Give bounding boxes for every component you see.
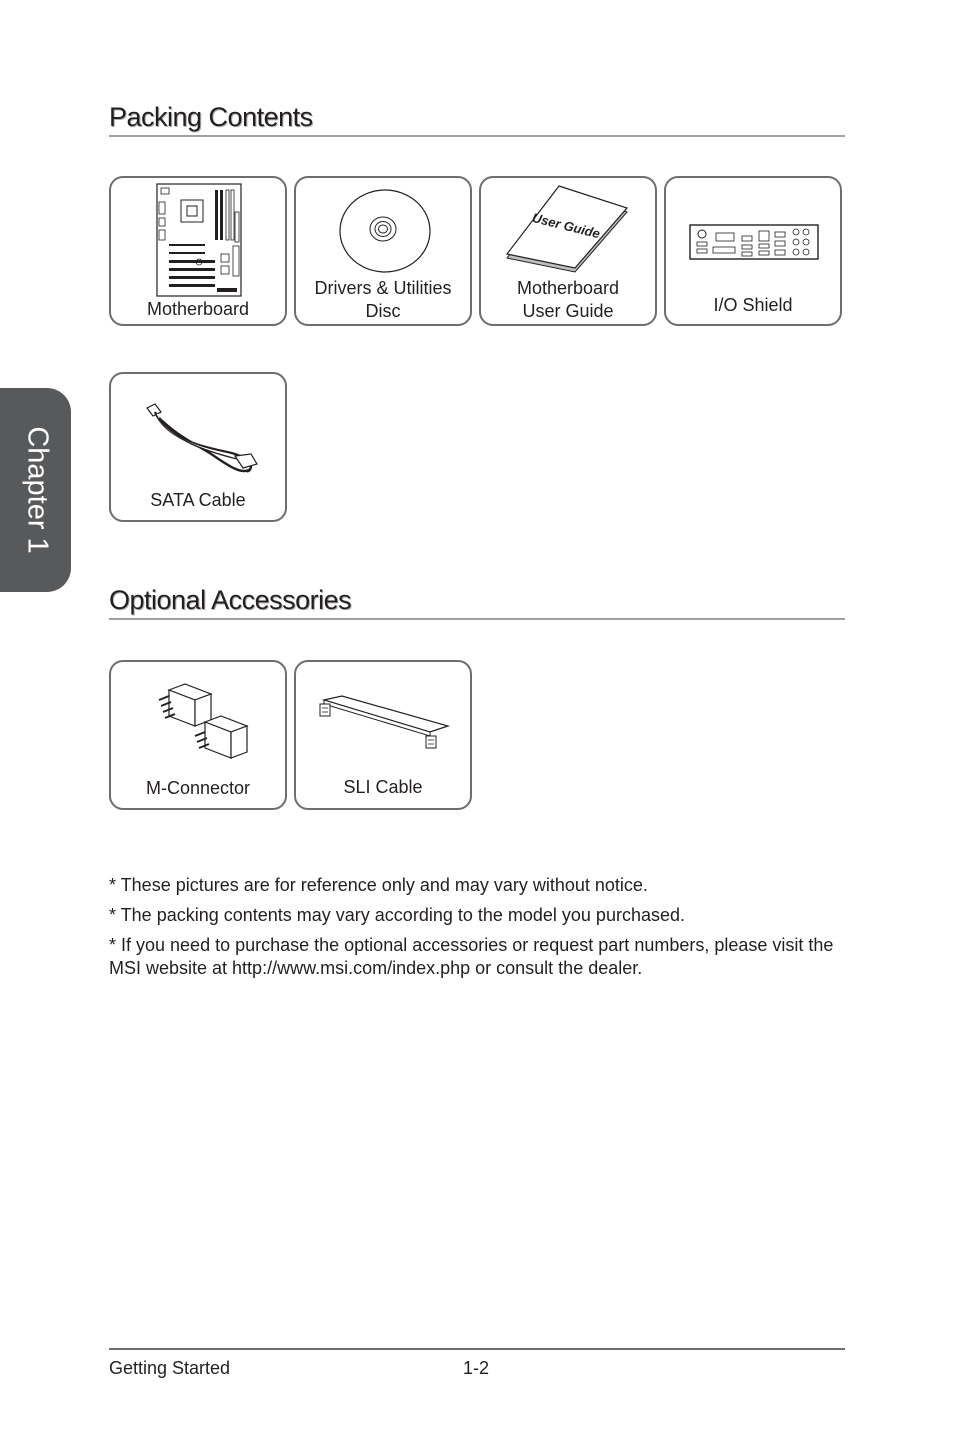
sata-cable-icon [137,398,267,478]
item-drivers-disc [294,176,472,326]
note-purchase-accessories: * If you need to purchase the optional accessories or request part numbers, please visit the MSI website at http://www.msi.com/index.php or consult the dealer. [109,935,834,978]
item-label-user-guide [481,277,655,323]
disc-icon [335,186,435,276]
io-shield-icon [689,224,819,260]
item-sli-cable [294,660,472,810]
item-m-connector [109,660,287,810]
item-label-io-shield: I/O Shield [713,295,793,315]
item-sata-cable [109,372,287,522]
chapter-tab-label: Chapter 1 [21,426,54,554]
item-motherboard [109,176,287,326]
section-title-optional-accessories: Optional Accessories [109,585,845,620]
item-label-line1: Drivers & Utilities [314,278,452,298]
note-reference-only: * These pictures are for reference only and may vary without notice. [109,875,648,895]
chapter-tab [0,388,71,592]
item-label-sli-cable: SLI Cable [343,777,423,797]
footer-divider [109,1348,845,1350]
footer-section-name: Getting Started [109,1358,231,1378]
item-label-m-connector: M-Connector [145,778,251,798]
note-model-variation: * The packing contents may vary according to the model you purchased. [109,905,685,925]
user-guide-icon [505,184,635,274]
motherboard-icon [149,182,249,302]
sli-cable-icon [316,692,456,752]
footer-page-number: 1-2 [463,1358,490,1378]
item-label-line2: Disc [365,301,401,321]
user-guide-cover-text: User Guide [530,209,602,242]
item-io-shield [664,176,842,326]
item-label-drivers-disc [296,277,470,323]
m-connector-icon [155,682,255,772]
item-user-guide [479,176,657,326]
item-label-sata-cable: SATA Cable [150,490,246,510]
item-label-line1: Motherboard [516,278,620,298]
item-label-motherboard: Motherboard [146,299,250,319]
item-label-line2: User Guide [522,301,614,321]
section-title-packing-contents: Packing Contents [109,102,845,137]
